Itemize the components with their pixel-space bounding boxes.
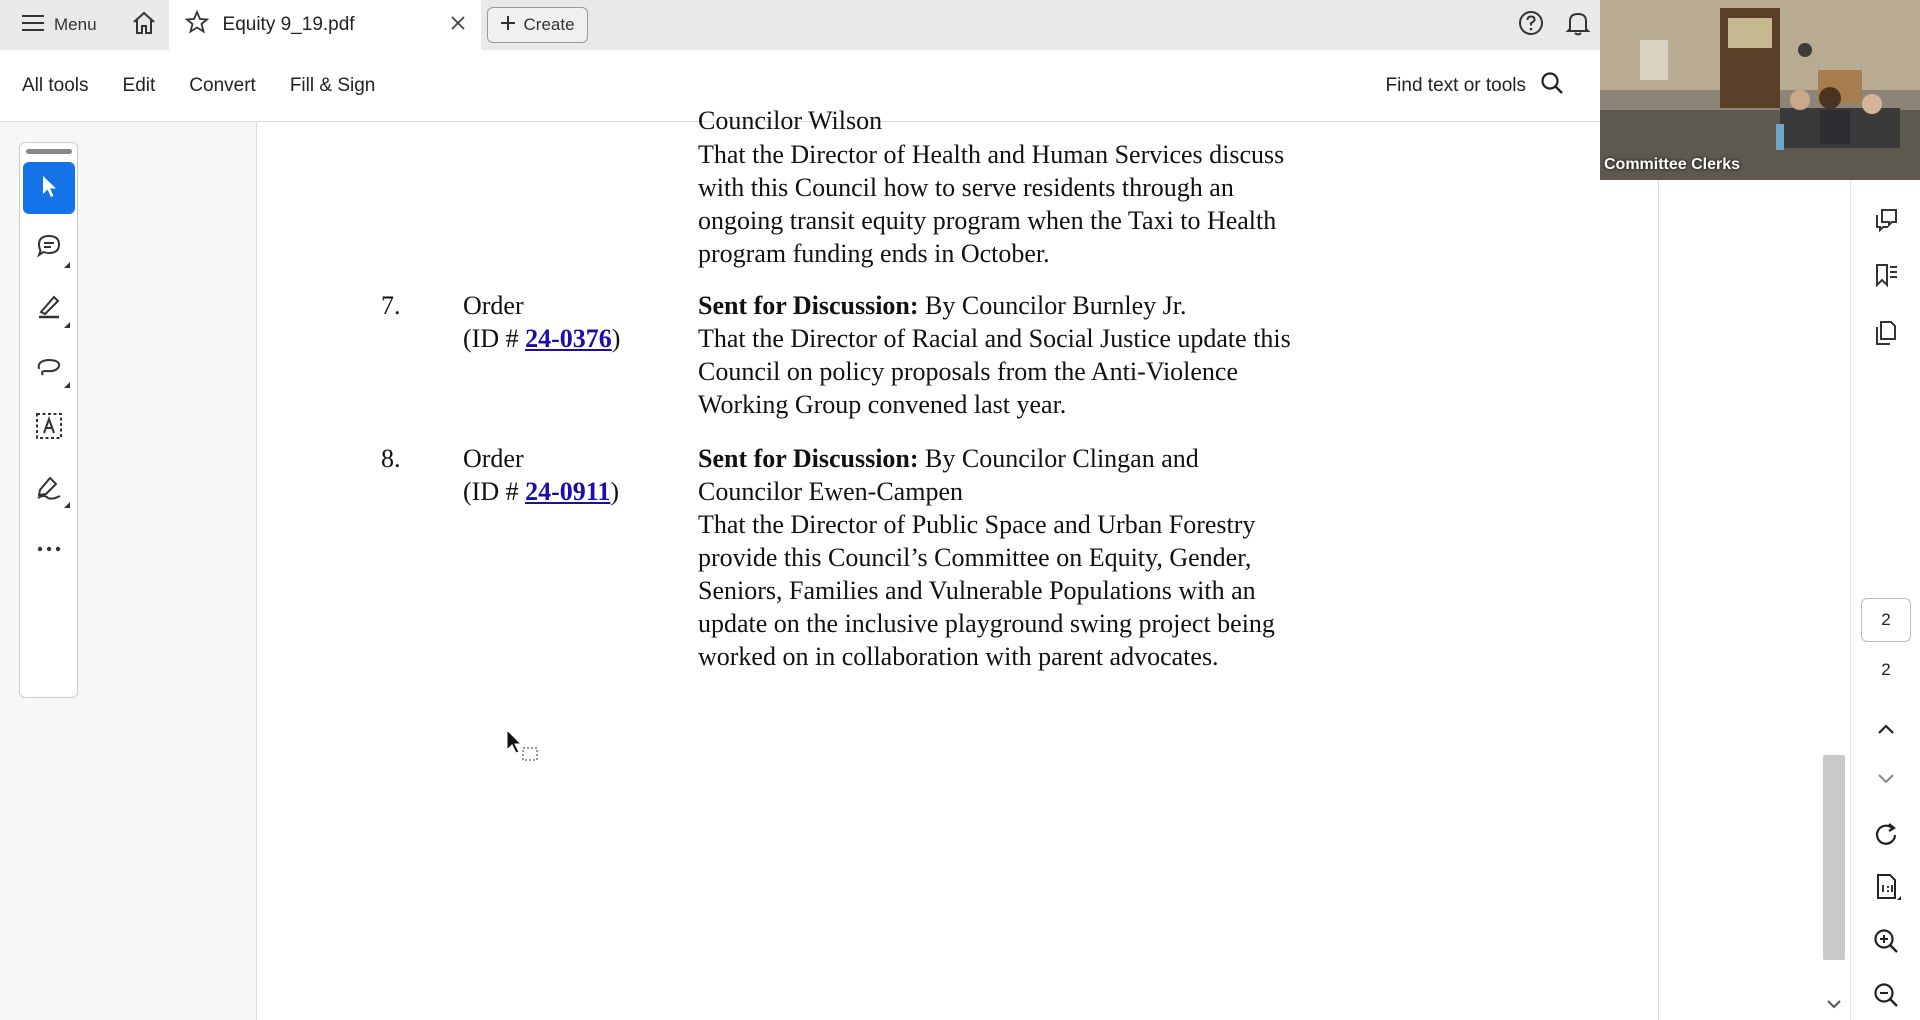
body-line: program funding ends in October.: [698, 239, 1050, 268]
body-line: worked on in collaboration with parent advocates.: [698, 642, 1219, 671]
body-line: ongoing transit equity program when the Taxi to Health: [698, 206, 1277, 235]
body-line: Working Group convened last year.: [698, 390, 1067, 419]
chevron-up-icon[interactable]: [1865, 708, 1907, 750]
zoom-in-icon[interactable]: [1865, 920, 1907, 962]
mouse-cursor-icon: [505, 728, 545, 773]
item-8-content: [698, 442, 1275, 673]
more-options-corner-icon: [64, 502, 70, 508]
item-8-number: 8.: [381, 444, 401, 473]
top-right-actions: [1518, 0, 1590, 50]
help-icon[interactable]: [1518, 10, 1544, 41]
left-panel: [0, 122, 257, 1020]
body-line: provide this Council’s Committee on Equity, Gender,: [698, 543, 1252, 572]
document-page: [257, 106, 1659, 1020]
id-suffix: ): [611, 324, 621, 353]
item-id-line: [463, 322, 620, 355]
body-line: update on the inclusive playground swing project being: [698, 609, 1275, 638]
item-id-line: [463, 475, 619, 508]
fill-sign-button[interactable]: Fill & Sign: [289, 74, 376, 96]
vertical-scrollbar[interactable]: [1823, 755, 1845, 960]
video-feed-thumbnail[interactable]: [1600, 0, 1920, 180]
body-line: Seniors, Families and Vulnerable Populations with an: [698, 576, 1256, 605]
pointer-icon: [38, 173, 60, 204]
page-thumbnails-icon[interactable]: [1865, 312, 1907, 354]
body-line: Councilor Ewen-Campen: [698, 477, 963, 506]
item-type: Order: [463, 291, 524, 320]
item-heading-line: [698, 289, 1291, 322]
more-options-corner-icon: [64, 382, 70, 388]
menu-button[interactable]: [0, 0, 119, 50]
id-prefix: (ID #: [463, 324, 526, 353]
tab-title: Equity 9_19.pdf: [222, 14, 355, 35]
scroll-down-arrow-icon[interactable]: [1826, 996, 1842, 1012]
draw-tool[interactable]: [23, 342, 75, 394]
item-8-type: [463, 442, 619, 508]
more-tools-button[interactable]: [23, 522, 75, 574]
close-icon[interactable]: [451, 14, 465, 36]
item-heading: Sent for Discussion:: [698, 291, 919, 320]
add-comment-tool[interactable]: [23, 222, 75, 274]
body-line: with this Council how to serve residents through an: [698, 173, 1234, 202]
order-id-link[interactable]: 24-0911: [525, 477, 611, 506]
id-suffix: ): [610, 477, 619, 506]
item-type: Order: [463, 444, 524, 473]
more-options-corner-icon: [64, 262, 70, 268]
drag-handle[interactable]: [26, 149, 72, 154]
comments-panel-icon[interactable]: [1865, 198, 1907, 240]
highlighter-icon: [35, 292, 63, 325]
meeting-room-image: [1600, 0, 1920, 180]
find-text-box[interactable]: [1386, 50, 1564, 122]
home-icon: [131, 11, 157, 40]
sign-tool[interactable]: [23, 462, 75, 514]
notification-bell-icon[interactable]: [1566, 10, 1590, 41]
item-heading: Sent for Discussion:: [698, 444, 919, 473]
zoom-out-icon[interactable]: [1865, 974, 1907, 1016]
body-line: That the Director of Public Space and Urban Forestry: [698, 510, 1256, 539]
convert-button[interactable]: Convert: [189, 74, 256, 96]
create-button[interactable]: [487, 7, 588, 43]
fit-page-icon[interactable]: [1865, 866, 1907, 908]
item-7-type: [463, 289, 620, 355]
body-line: That the Director of Racial and Social Justice update this: [698, 324, 1291, 353]
pen-signature-icon: [34, 472, 64, 505]
sponsor-line: By Councilor Clingan and: [918, 444, 1199, 473]
item-7-content: [698, 289, 1291, 421]
right-tool-rail: [1850, 180, 1920, 1020]
home-button[interactable]: [119, 0, 169, 50]
find-text-label: Find text or tools: [1385, 75, 1526, 96]
hamburger-icon: [22, 14, 44, 37]
text-box-tool[interactable]: [23, 402, 75, 454]
total-pages: 2: [1881, 660, 1891, 679]
partial-top-line: Councilor Wilson: [698, 106, 883, 135]
item-heading-line: [698, 442, 1275, 475]
create-label: Create: [523, 15, 575, 34]
select-tool[interactable]: [23, 162, 75, 214]
freehand-icon: [34, 353, 64, 384]
plus-icon: [500, 15, 516, 36]
search-icon[interactable]: [1540, 71, 1564, 101]
item-7-number: 7.: [381, 291, 401, 320]
star-icon[interactable]: [185, 10, 209, 40]
item-6-body: [698, 138, 1284, 270]
body-line: Council on policy proposals from the Anti-Violence: [698, 357, 1239, 386]
current-page-input[interactable]: 2: [1861, 598, 1911, 642]
highlight-tool[interactable]: [23, 282, 75, 334]
order-id-link[interactable]: 24-0376: [525, 324, 612, 353]
sponsor-line: By Councilor Burnley Jr.: [918, 291, 1187, 320]
edit-button[interactable]: Edit: [122, 74, 156, 96]
body-line: That the Director of Health and Human Services discuss: [698, 140, 1285, 169]
document-tab[interactable]: [169, 0, 481, 50]
video-caption: Committee Clerks: [1604, 156, 1741, 173]
all-tools-button[interactable]: All tools: [22, 74, 89, 96]
comment-icon: [35, 232, 63, 265]
menu-label: Menu: [54, 15, 97, 34]
quick-tools-strip: [19, 142, 78, 698]
chevron-down-icon[interactable]: [1865, 758, 1907, 800]
more-options-corner-icon: [64, 322, 70, 328]
bookmarks-icon[interactable]: [1865, 254, 1907, 296]
id-prefix: (ID #: [463, 477, 526, 506]
rotate-icon[interactable]: [1865, 814, 1907, 856]
text-box-icon: [34, 411, 64, 446]
top-bar: [0, 0, 1600, 50]
ellipsis-icon: [37, 539, 61, 557]
